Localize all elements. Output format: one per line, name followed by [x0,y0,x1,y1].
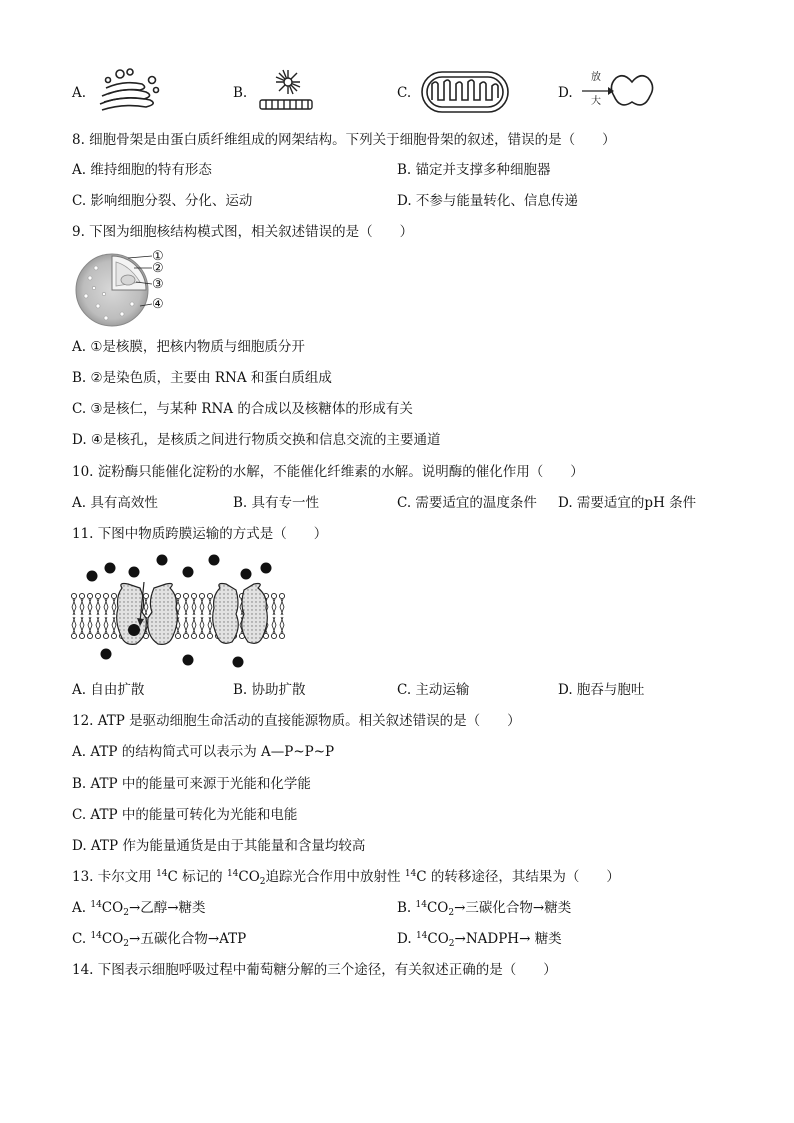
q11-stem: 11. 下图中物质跨膜运输的方式是（ ） [72,526,328,542]
q7-d-label-bottom: 大 [591,96,601,107]
q9-option-c[interactable]: C. ③是核仁，与某种 RNA 的合成以及核糖体的形成有关 [72,401,413,417]
q12-option-d[interactable]: D. ATP 作为能量通货是由于其能量和含量均较高 [72,838,366,854]
q9-label-2: ② [152,261,164,276]
q13-option-c[interactable]: C. $^{14}CO_2\to$五碳化合物→ATP [72,931,247,949]
q13-stem: 13. 卡尔文用 $^{14}$C 标记的 $^{14}CO_2$追踪光合作用中放射性 $^{14}$C 的转移途径，其结果为（ ） [72,869,620,887]
q13-option-d[interactable]: D. $^{14}CO_2\to NADPH\to$ 糖类 [397,931,562,949]
q9-label-1: ① [152,249,164,264]
q10-stem: 10. 淀粉酶只能催化淀粉的水解，不能催化纤维素的水解。说明酶的催化作用（ ） [72,464,584,480]
q10-option-c[interactable]: C. 需要适宜的温度条件 [397,495,537,511]
q11-option-c[interactable]: C. 主动运输 [397,682,470,698]
q8-option-a[interactable]: A. 维持细胞的特有形态 [72,162,212,178]
vesicle-illustration [610,72,654,112]
q8-option-c[interactable]: C. 影响细胞分裂、分化、运动 [72,193,253,209]
q11-option-d[interactable]: D. 胞吞与胞吐 [558,682,645,698]
q7-d-label-top: 放 [591,72,601,83]
q9-stem: 9. 下图为细胞核结构模式图，相关叙述错误的是（ ） [72,224,414,240]
q7-option-c-label[interactable]: C. [397,85,412,101]
q13-option-b[interactable]: B. $^{14}CO_2\to$三碳化合物→糖类 [397,900,572,918]
q9-label-3: ③ [152,277,164,292]
q13-option-a[interactable]: A. $^{14}CO_2\to$乙醇→糖类 [72,900,206,918]
golgi-apparatus-illustration [94,66,164,114]
q9-option-b[interactable]: B. ②是染色质，主要由 RNA 和蛋白质组成 [72,370,332,386]
mitochondrion-illustration [420,70,510,114]
q9-option-d[interactable]: D. ④是核孔，是核质之间进行物质交换和信息交流的主要通道 [72,432,441,448]
q12-option-c[interactable]: C. ATP 中的能量可转化为光能和电能 [72,807,298,823]
q7-option-d-label[interactable]: D. [558,85,573,101]
q12-stem: 12. ATP 是驱动细胞生命活动的直接能源物质。相关叙述错误的是（ ） [72,713,521,729]
q7-option-a-label[interactable]: A. [72,85,87,101]
q9-label-4: ④ [152,297,164,312]
q7-option-b-label[interactable]: B. [233,85,248,101]
q8-option-b[interactable]: B. 锚定并支撑多种细胞器 [397,162,551,178]
q9-option-a[interactable]: A. ①是核膜，把核内物质与细胞质分开 [72,339,305,355]
q10-option-b[interactable]: B. 具有专一性 [233,495,320,511]
centrosome-illustration [258,66,318,114]
q8-option-d[interactable]: D. 不参与能量转化、信息传递 [397,193,578,209]
q12-option-a[interactable]: A. ATP 的结构简式可以表示为 A—P~P~P [72,744,335,760]
q10-option-d[interactable]: D. 需要适宜的pH 条件 [558,495,697,511]
membrane-transport-diagram [70,552,290,672]
q8-stem: 8. 细胞骨架是由蛋白质纤维组成的网架结构。下列关于细胞骨架的叙述，错误的是（ ） [72,132,616,148]
q14-stem: 14. 下图表示细胞呼吸过程中葡萄糖分解的三个途径，有关叙述正确的是（ ） [72,962,557,978]
q12-option-b[interactable]: B. ATP 中的能量可来源于光能和化学能 [72,776,311,792]
q11-option-b[interactable]: B. 协助扩散 [233,682,306,698]
q11-option-a[interactable]: A. 自由扩散 [72,682,145,698]
q10-option-a[interactable]: A. 具有高效性 [72,495,158,511]
